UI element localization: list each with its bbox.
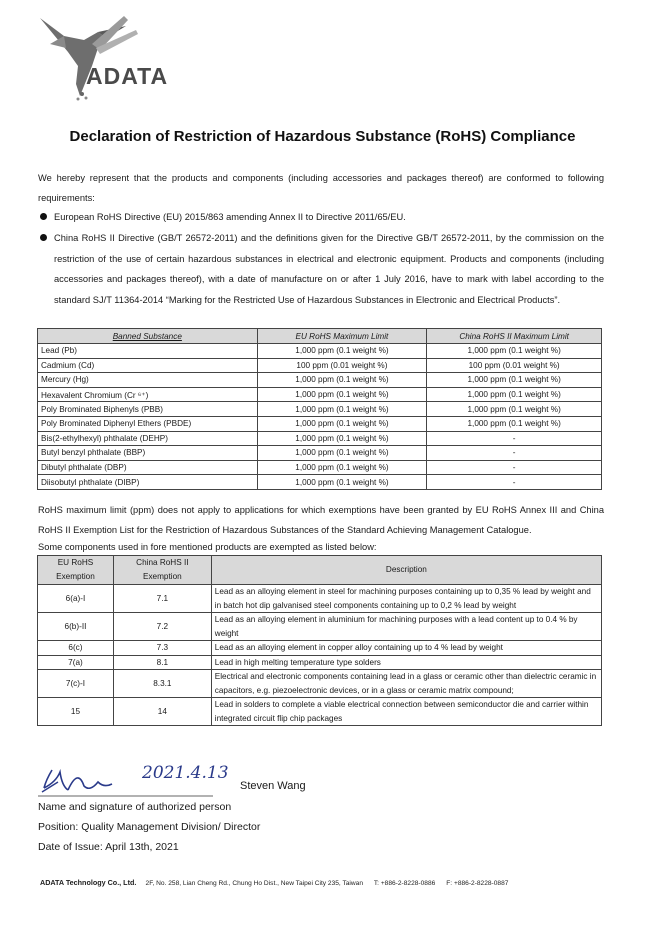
footer-fax: F: +886-2-8228-0887 xyxy=(446,880,509,887)
description-cell: Lead as an alloying element in copper alloy containing up to 4 % lead by weight xyxy=(211,641,601,656)
table-row xyxy=(38,698,602,726)
china-exemption-cell: 7.3 xyxy=(113,641,211,656)
bullet-item xyxy=(38,228,604,310)
table-row xyxy=(38,387,602,402)
table-row xyxy=(38,446,602,461)
page-title: Declaration of Restriction of Hazardous Substance (RoHS) Compliance xyxy=(69,128,576,145)
eu-limit-cell: 1,000 ppm (0.1 weight %) xyxy=(257,416,427,431)
header-china-exemption: China RoHS II Exemption xyxy=(113,556,211,585)
svg-text:2021.4.13: 2021.4.13 xyxy=(142,763,229,783)
eu-limit-cell: 1,000 ppm (0.1 weight %) xyxy=(257,446,427,461)
footer-company: ADATA Technology Co., Ltd. xyxy=(40,878,137,887)
signature-caption: Name and signature of authorized person xyxy=(38,801,232,813)
substance-cell: Butyl benzyl phthalate (BBP) xyxy=(38,446,258,461)
eu-exemption-cell: 6(b)-II xyxy=(38,613,114,641)
table-row xyxy=(38,641,602,656)
exemption-intro: Some components used in fore mentioned products are exempted as listed below: xyxy=(38,542,377,552)
substance-cell: Hexavalent Chromium (Cr ⁶⁺) xyxy=(38,387,258,402)
china-exemption-cell: 7.1 xyxy=(113,585,211,613)
description-cell: Lead in solders to complete a viable electrical connection between semiconductor die and carrier within integrated circuit flip chip packages xyxy=(211,698,601,726)
table-row xyxy=(38,670,602,698)
china-exemption-cell: 14 xyxy=(113,698,211,726)
china-limit-cell: - xyxy=(427,475,602,490)
footer-address: 2F, No. 258, Lian Cheng Rd., Chung Ho Dist., New Taipei City 235, Taiwan xyxy=(145,880,363,887)
table-row xyxy=(38,613,602,641)
signer-name: Steven Wang xyxy=(240,780,306,792)
bullet-icon xyxy=(40,234,47,241)
eu-limit-cell: 1,000 ppm (0.1 weight %) xyxy=(257,460,427,475)
intro-paragraph: We hereby represent that the products and components (including accessories and packages thereof) are conformed to following requirements: xyxy=(38,173,604,203)
china-limit-cell: - xyxy=(427,460,602,475)
table-header-row xyxy=(38,556,602,585)
substance-limits-table xyxy=(37,328,602,490)
substance-cell: Lead (Pb) xyxy=(38,344,258,359)
description-cell: Lead as an alloying element in aluminium for machining purposes with a lead content up to 0.4 % by weight xyxy=(211,613,601,641)
china-limit-cell: - xyxy=(427,446,602,461)
eu-limit-cell: 1,000 ppm (0.1 weight %) xyxy=(257,373,427,388)
header-china-limit: China RoHS II Maximum Limit xyxy=(427,329,602,344)
china-limit-cell: 1,000 ppm (0.1 weight %) xyxy=(427,373,602,388)
description-cell: Lead in high melting temperature type solders xyxy=(211,655,601,670)
header-eu-limit: EU RoHS Maximum Limit xyxy=(257,329,427,344)
table-row xyxy=(38,416,602,431)
hummingbird-logo-icon xyxy=(36,14,206,104)
table-row xyxy=(38,344,602,359)
china-limit-cell: 100 ppm (0.01 weight %) xyxy=(427,358,602,373)
china-limit-cell: 1,000 ppm (0.1 weight %) xyxy=(427,402,602,417)
header-eu-exemption: EU RoHS Exemption xyxy=(38,556,114,585)
table-row xyxy=(38,460,602,475)
eu-limit-cell: 1,000 ppm (0.1 weight %) xyxy=(257,402,427,417)
header-description: Description xyxy=(211,556,601,585)
substance-cell: Mercury (Hg) xyxy=(38,373,258,388)
substance-cell: Diisobutyl phthalate (DIBP) xyxy=(38,475,258,490)
table-row xyxy=(38,402,602,417)
china-limit-cell: 1,000 ppm (0.1 weight %) xyxy=(427,344,602,359)
substance-cell: Poly Brominated Biphenyls (PBB) xyxy=(38,402,258,417)
issue-date: Date of Issue: April 13th, 2021 xyxy=(38,841,179,853)
substance-cell: Dibutyl phthalate (DBP) xyxy=(38,460,258,475)
footer-tel: T: +886-2-8228-0886 xyxy=(373,880,436,887)
description-cell: Lead as an alloying element in steel for machining purposes containing up to 0,35 % lead by weight and in batch hot dip galvanised steel components containing up to 0,2 % lead by weight xyxy=(211,585,601,613)
china-limit-cell: 1,000 ppm (0.1 weight %) xyxy=(427,416,602,431)
eu-limit-cell: 1,000 ppm (0.1 weight %) xyxy=(257,475,427,490)
table-row xyxy=(38,431,602,446)
eu-limit-cell: 1,000 ppm (0.1 weight %) xyxy=(257,431,427,446)
china-exemption-cell: 8.3.1 xyxy=(113,670,211,698)
bullet-text: European RoHS Directive (EU) 2015/863 amending Annex II to Directive 2011/65/EU. xyxy=(54,212,406,222)
eu-limit-cell: 1,000 ppm (0.1 weight %) xyxy=(257,387,427,402)
description-cell: Electrical and electronic components containing lead in a glass or ceramic other than dielectric ceramic in capacitors, e.g. piezoelectronic devices, or in a glass or ceramic matrix compound; xyxy=(211,670,601,698)
eu-exemption-cell: 7(c)-I xyxy=(38,670,114,698)
eu-exemption-cell: 6(c) xyxy=(38,641,114,656)
china-limit-cell: - xyxy=(427,431,602,446)
eu-exemption-cell: 7(a) xyxy=(38,655,114,670)
table-header-row xyxy=(38,329,602,344)
eu-exemption-cell: 15 xyxy=(38,698,114,726)
table-row xyxy=(38,373,602,388)
footer xyxy=(40,878,610,887)
china-limit-cell: 1,000 ppm (0.1 weight %) xyxy=(427,387,602,402)
china-exemption-cell: 8.1 xyxy=(113,655,211,670)
china-exemption-cell: 7.2 xyxy=(113,613,211,641)
table-row xyxy=(38,475,602,490)
exemption-note: RoHS maximum limit (ppm) does not apply to applications for which exemptions have been granted by EU RoHS Annex III and China RoHS II Exemption List for the Restriction of Hazardous Substances of the Standard Achieving Management Catalogue. xyxy=(38,505,604,535)
brand-logo-text: ADATA xyxy=(86,63,169,89)
exemption-table xyxy=(37,555,602,726)
bullet-icon xyxy=(40,213,47,220)
substance-cell: Bis(2-ethylhexyl) phthalate (DEHP) xyxy=(38,431,258,446)
signer-position: Position: Quality Management Division/ Director xyxy=(38,821,261,833)
substance-cell: Cadmium (Cd) xyxy=(38,358,258,373)
table-row xyxy=(38,358,602,373)
handwritten-signature xyxy=(38,758,248,798)
header-banned-substance: Banned Substance xyxy=(38,329,258,344)
eu-exemption-cell: 6(a)-I xyxy=(38,585,114,613)
bullet-text: China RoHS II Directive (GB/T 26572-2011) and the definitions given for the Directive GB/T 26572-2011, by the commission on the restriction of the use of certain hazardous substances in electrical and electronic equipment. Products and components (including accessories and packages thereof), with a date of manufacture on or after 1 July 2016, have to mark with label according to the standard SJ/T 11364-2014 “Marking for the Restricted Use of Hazardous Substances in Electronic and Electrical Products”. xyxy=(54,233,604,305)
table-row xyxy=(38,655,602,670)
eu-limit-cell: 1,000 ppm (0.1 weight %) xyxy=(257,344,427,359)
bullet-item xyxy=(38,207,604,228)
eu-limit-cell: 100 ppm (0.01 weight %) xyxy=(257,358,427,373)
substance-cell: Poly Brominated Diphenyl Ethers (PBDE) xyxy=(38,416,258,431)
table-row xyxy=(38,585,602,613)
